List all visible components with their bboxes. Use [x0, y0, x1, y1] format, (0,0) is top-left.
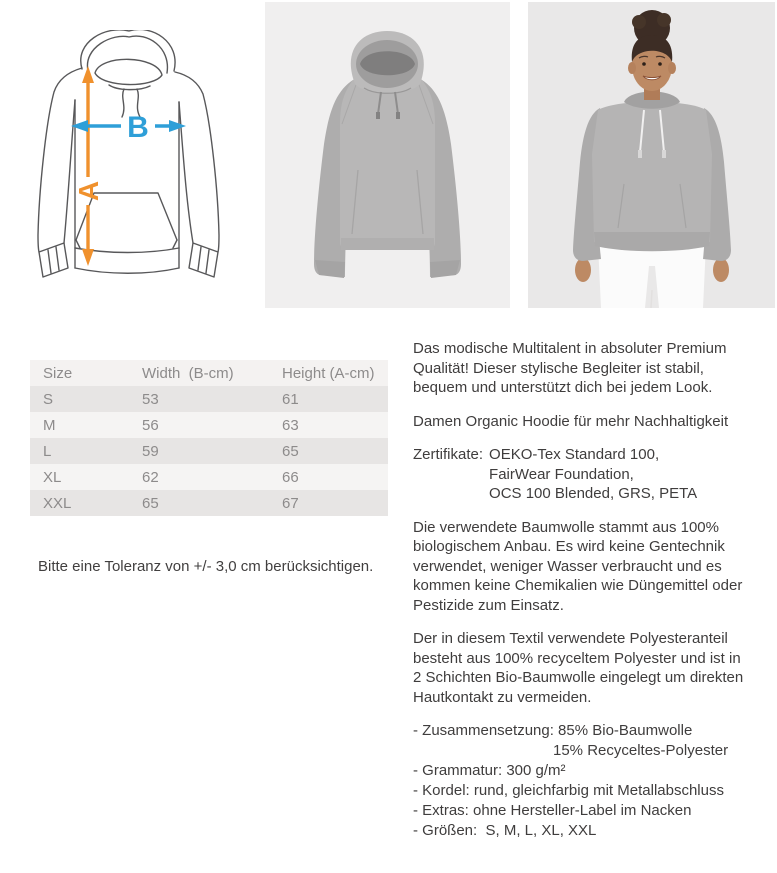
product-photo-model — [528, 2, 775, 308]
height-cell: 65 — [282, 442, 299, 460]
width-cell: 59 — [142, 442, 159, 460]
size-cell: L — [43, 442, 52, 460]
certificate-item: FairWear Foundation, — [489, 465, 634, 483]
polyester-paragraph: Der in diesem Textil verwendete Polyesteranteil besteht aus 100% recyceltem Polyester und ist in 2 Schichten Bio-Baumwolle eingelegt um direkten Hautkontakt zu vermeiden. — [413, 630, 744, 706]
table-row — [30, 412, 388, 438]
certificates-block — [413, 445, 751, 504]
size-cell: XXL — [43, 494, 72, 512]
hoodie-line-drawing — [28, 30, 232, 280]
size-table-header-row — [30, 360, 388, 386]
description-subtitle: Damen Organic Hoodie für mehr Nachhaltigkeit — [413, 412, 729, 430]
certificate-item: OCS 100 Blended, GRS, PETA — [489, 485, 698, 502]
table-row — [30, 464, 388, 490]
height-cell: 66 — [282, 468, 299, 486]
table-row — [30, 438, 388, 464]
measure-label-b: B — [127, 111, 149, 144]
measure-label-a: A — [73, 180, 104, 202]
width-cell: 62 — [142, 468, 159, 486]
height-cell: 67 — [282, 494, 299, 512]
height-cell: 61 — [282, 390, 299, 408]
spec-item: - Kordel: rund, gleichfarbig mit Metallabschluss — [413, 782, 724, 799]
col-header-height: Height (A-cm) — [282, 364, 375, 382]
spec-item-continuation: 15% Recyceltes-Polyester — [553, 742, 729, 759]
size-cell: S — [43, 390, 54, 408]
col-header-size: Size — [43, 364, 73, 382]
certificate-item: OEKO-Tex Standard 100, — [489, 446, 660, 463]
width-cell: 65 — [142, 494, 159, 512]
spec-item: - Extras: ohne Hersteller-Label im Nacken — [413, 802, 692, 819]
spec-item: - Zusammensetzung: 85% Bio-Baumwolle — [413, 722, 693, 739]
product-photo-flat — [265, 2, 510, 308]
cotton-paragraph: Die verwendete Baumwolle stammt aus 100% biologischem Anbau. Es wird keine Gentechnik verwendet, weniger Wasser verbraucht und es kommen keine Chemikalien wie Düngemittel oder Pestizide zum Einsatz. — [413, 518, 743, 614]
spec-list — [413, 721, 751, 841]
product-description — [413, 339, 751, 841]
description-intro: Das modische Multitalent in absoluter Premium Qualität! Dieser stylische Begleiter ist stabil, bequem und unterstützt dich bei jedem Look. — [413, 340, 727, 396]
certificates-label: Zertifikate: — [413, 446, 484, 463]
width-cell: 53 — [142, 390, 159, 408]
spec-item: - Größen: S, M, L, XL, XXL — [413, 822, 597, 839]
width-cell: 56 — [142, 416, 159, 434]
size-cell: XL — [43, 468, 62, 486]
flat-hoodie-illustration — [265, 2, 510, 308]
size-cell: M — [43, 416, 56, 434]
tolerance-note: Bitte eine Toleranz von +/- 3,0 cm berücksichtigen. — [38, 558, 374, 575]
table-row — [30, 386, 388, 412]
col-header-width: Width (B-cm) — [142, 364, 234, 382]
size-table — [30, 360, 388, 516]
spec-item: - Grammatur: 300 g/m² — [413, 762, 566, 779]
height-cell: 63 — [282, 416, 299, 434]
table-row — [30, 490, 388, 516]
model-wearing-hoodie-illustration — [528, 2, 775, 308]
size-diagram-image — [28, 30, 232, 280]
